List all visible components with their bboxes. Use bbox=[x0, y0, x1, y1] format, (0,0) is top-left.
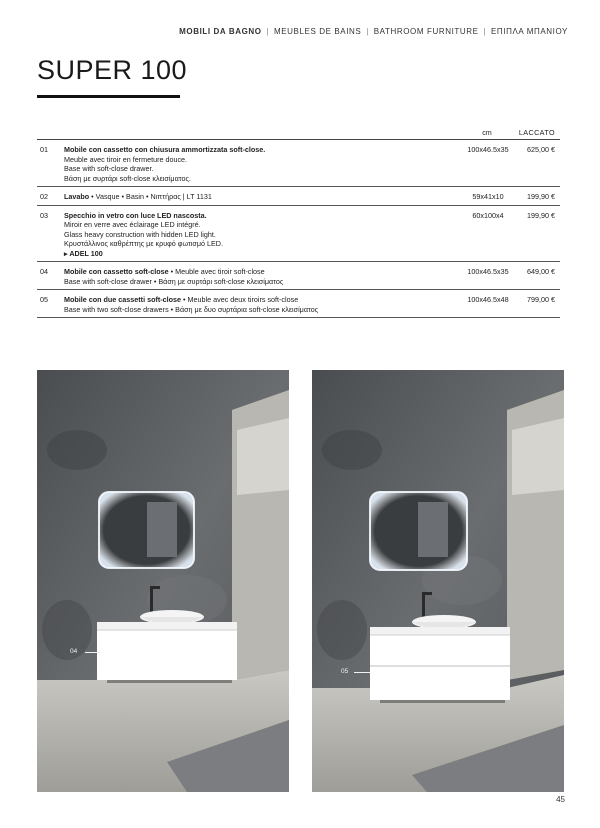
callout-line bbox=[354, 672, 370, 673]
row-description bbox=[64, 187, 454, 205]
row-price: 649,00 € bbox=[527, 267, 555, 276]
row-dimensions: 100x46.5x35 bbox=[467, 267, 509, 276]
bathroom-scene-illustration bbox=[37, 370, 289, 792]
row-description bbox=[64, 290, 454, 317]
row-price: 799,00 € bbox=[527, 295, 555, 304]
column-header-dimensions: cm bbox=[482, 128, 492, 137]
row-line: Βάση με συρτάρι soft-close κλεισίματος. bbox=[64, 173, 191, 183]
row-title-rest: • Meuble avec deux tiroirs soft-close bbox=[181, 295, 299, 304]
section-header bbox=[179, 27, 568, 36]
row-description bbox=[64, 262, 454, 289]
row-title-rest: • Vasque • Basin • Νιπτήρας | LT 1131 bbox=[89, 192, 212, 201]
table-row bbox=[37, 290, 560, 318]
column-header-price: LACCATO bbox=[518, 128, 555, 137]
header-separator: | bbox=[366, 27, 369, 36]
product-table bbox=[37, 125, 560, 318]
row-title bbox=[64, 295, 454, 305]
row-line: Κρυστάλλινος καθρέπτης με κρυφό φωτισμό LED. bbox=[64, 239, 223, 248]
row-title: Mobile con cassetto con chiusura ammortizzata soft-close. bbox=[64, 145, 266, 154]
row-price: 199,90 € bbox=[527, 192, 555, 201]
header-fr: MEUBLES DE BAINS bbox=[273, 27, 362, 36]
product-photo-double-drawer bbox=[312, 370, 564, 792]
row-line: Base with soft-close drawer • Βάση με συρτάρι soft-close κλεισίματος bbox=[64, 276, 284, 286]
table-row bbox=[37, 206, 560, 263]
callout-label: 04 bbox=[70, 648, 78, 655]
row-title-rest: • Meuble avec tiroir soft-close bbox=[168, 267, 265, 276]
row-price: 199,90 € bbox=[527, 210, 555, 220]
row-number: 02 bbox=[40, 192, 48, 201]
row-number: 01 bbox=[40, 145, 48, 154]
table-row bbox=[37, 140, 560, 187]
row-price: 625,00 € bbox=[527, 145, 555, 154]
row-line: Meuble avec tiroir en fermeture douce. bbox=[64, 154, 188, 164]
header-it: MOBILI DA BAGNO bbox=[179, 27, 262, 36]
row-description bbox=[64, 206, 454, 262]
callout-label: 05 bbox=[341, 668, 349, 675]
row-title bbox=[64, 192, 454, 202]
row-title bbox=[64, 267, 454, 277]
row-title-bold: Mobile con due cassetti soft-close bbox=[64, 295, 182, 304]
page-number: 45 bbox=[556, 795, 565, 804]
table-row bbox=[37, 262, 560, 290]
row-line: Miroir en verre avec éclairage LED intégré. bbox=[64, 220, 201, 229]
header-gr: ΕΠΙΠΛΑ ΜΠΑΝΙΟΥ bbox=[490, 27, 568, 36]
row-number: 04 bbox=[40, 267, 48, 276]
row-dimensions: 60x100x4 bbox=[472, 210, 504, 220]
row-dimensions: 59x41x10 bbox=[472, 192, 504, 201]
product-photo-single-drawer bbox=[37, 370, 289, 792]
row-line: Glass heavy construction with hidden LED light. bbox=[64, 229, 216, 239]
row-title: Specchio in vetro con luce LED nascosta. bbox=[64, 210, 207, 220]
header-separator: | bbox=[483, 27, 487, 36]
table-row bbox=[37, 187, 560, 206]
row-line: Base with two soft-close drawers • Βάση με δυο συρτάρια soft-close κλεισίματος bbox=[64, 304, 319, 314]
row-dimensions: 100x46.5x35 bbox=[467, 145, 509, 154]
row-dimensions: 100x46.5x48 bbox=[467, 295, 509, 304]
bathroom-scene-illustration bbox=[312, 370, 564, 792]
row-title-bold: Lavabo bbox=[64, 192, 90, 201]
page-title: SUPER 100 bbox=[37, 55, 188, 85]
table-header bbox=[37, 125, 560, 140]
header-en: BATHROOM FURNITURE bbox=[373, 27, 479, 36]
row-description bbox=[64, 140, 454, 186]
row-reference: ▸ ADEL 100 bbox=[64, 248, 103, 258]
row-title-bold: Mobile con cassetto soft-close bbox=[64, 267, 169, 276]
callout-line bbox=[85, 652, 101, 653]
row-number: 05 bbox=[40, 295, 48, 304]
row-number: 03 bbox=[40, 210, 48, 220]
title-underline bbox=[37, 95, 180, 98]
header-separator: | bbox=[266, 27, 270, 36]
row-line: Base with soft-close drawer. bbox=[64, 164, 154, 173]
